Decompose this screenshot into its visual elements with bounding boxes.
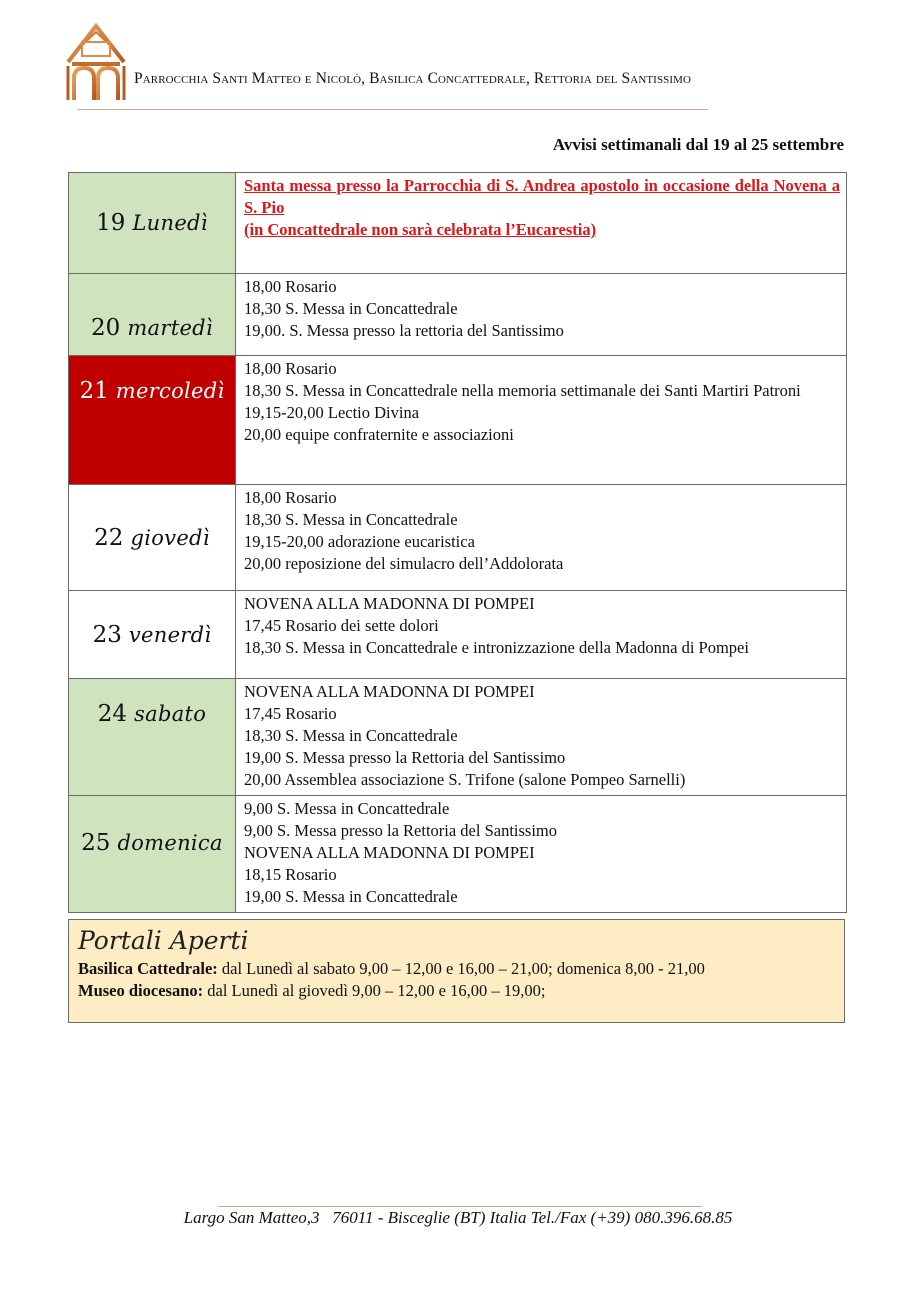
day-cell	[69, 591, 236, 679]
event-line: 18,00 Rosario	[244, 277, 337, 296]
event-line: 17,45 Rosario	[244, 704, 337, 723]
day-number: 23	[92, 621, 122, 648]
event-line: 18,30 S. Messa in Concattedrale nella memoria settimanale dei Santi Martiri Patroni	[244, 381, 801, 400]
basilica-arches-logo-icon	[64, 22, 128, 102]
event-line: 20,00 reposizione del simulacro dell’Addolorata	[244, 554, 564, 573]
event-line: 18,15 Rosario	[244, 865, 337, 884]
day-cell	[69, 173, 236, 274]
day-cell	[69, 485, 236, 591]
event-line: 18,30 S. Messa in Concattedrale	[244, 510, 458, 529]
footer-address: Largo San Matteo,3 76011 - Bisceglie (BT) Italia Tel./Fax (+39) 080.396.68.85	[183, 1208, 733, 1227]
event-line: 19,15-20,00 Lectio Divina	[244, 403, 420, 422]
museum-hours: dal Lunedì al giovedì 9,00 – 12,00 e 16,00 – 19,00;	[203, 981, 546, 1000]
event-line: 18,30 S. Messa in Concattedrale e intronizzazione della Madonna di Pompei	[244, 638, 749, 657]
day-name: mercoledì	[115, 379, 225, 403]
notice-heading: Avvisi settimanali dal 19 al 25 settembre	[552, 135, 844, 154]
day-cell	[69, 796, 236, 913]
day-number: 21	[79, 378, 109, 404]
day-name: giovedì	[130, 525, 210, 550]
museum-label: Museo diocesano:	[78, 981, 204, 1000]
header-divider	[78, 109, 708, 110]
event-line: 20,00 equipe confraternite e associazioni	[244, 425, 514, 444]
schedule-row	[69, 356, 847, 485]
event-line: 9,00 S. Messa in Concattedrale	[244, 799, 450, 818]
event-line: 19,00 S. Messa in Concattedrale	[244, 887, 458, 906]
basilica-hours-line	[78, 958, 835, 980]
basilica-hours: dal Lunedì al sabato 9,00 – 12,00 e 16,00 – 21,00; domenica 8,00 - 21,00	[217, 959, 705, 978]
open-portals-box	[68, 919, 845, 1023]
events-cell	[236, 679, 847, 796]
event-line: 19,15-20,00 adorazione eucaristica	[244, 532, 475, 551]
events-cell	[236, 796, 847, 913]
day-name: venerdì	[128, 622, 212, 647]
events-cell	[236, 274, 847, 356]
schedule-row	[69, 679, 847, 796]
events-cell	[236, 591, 847, 679]
day-cell	[69, 356, 236, 485]
event-line: 19,00. S. Messa presso la rettoria del Santissimo	[244, 321, 564, 340]
day-name: sabato	[134, 702, 207, 726]
day-name: martedì	[127, 316, 213, 340]
event-line: Santa messa presso la Parrocchia di S. Andrea apostolo in occasione della Novena a S. Pio	[244, 176, 840, 217]
day-number: 20	[91, 315, 121, 341]
event-line: 17,45 Rosario dei sette dolori	[244, 616, 439, 635]
events-cell	[236, 173, 847, 274]
schedule-row	[69, 173, 847, 274]
day-cell	[69, 679, 236, 796]
day-number: 24	[97, 701, 128, 727]
footer-divider	[218, 1206, 702, 1207]
event-line: NOVENA ALLA MADONNA DI POMPEI	[244, 682, 535, 701]
day-name: Lunedì	[132, 211, 208, 235]
portals-title: Portali Aperti	[78, 926, 249, 955]
event-line: 18,30 S. Messa in Concattedrale	[244, 726, 458, 745]
schedule-row	[69, 796, 847, 913]
events-cell	[236, 356, 847, 485]
basilica-label: Basilica Cattedrale:	[78, 959, 218, 978]
schedule-row	[69, 591, 847, 679]
event-line: NOVENA ALLA MADONNA DI POMPEI	[244, 843, 535, 862]
events-cell	[236, 485, 847, 591]
event-line: 19,00 S. Messa presso la Rettoria del Santissimo	[244, 748, 566, 767]
day-number: 25	[81, 830, 111, 856]
event-line: 18,30 S. Messa in Concattedrale	[244, 299, 458, 318]
weekly-schedule-table	[68, 172, 847, 913]
day-cell	[69, 274, 236, 356]
event-line: NOVENA ALLA MADONNA DI POMPEI	[244, 594, 535, 613]
museum-hours-line	[78, 980, 835, 1002]
schedule-row	[69, 274, 847, 356]
event-line: 20,00 Assemblea associazione S. Trifone (salone Pompeo Sarnelli)	[244, 770, 686, 789]
day-name: domenica	[117, 831, 223, 855]
event-line: (in Concattedrale non sarà celebrata l’Eucarestia)	[244, 220, 597, 239]
event-line: 18,00 Rosario	[244, 488, 337, 507]
schedule-row	[69, 485, 847, 591]
day-number: 22	[94, 524, 124, 551]
event-line: 9,00 S. Messa presso la Rettoria del Santissimo	[244, 821, 558, 840]
event-line: 18,00 Rosario	[244, 359, 337, 378]
day-number: 19	[96, 210, 126, 236]
parish-title: Parrocchia Santi Matteo e Nicolò, Basilica Concattedrale, Rettoria del Santissimo	[134, 70, 692, 87]
